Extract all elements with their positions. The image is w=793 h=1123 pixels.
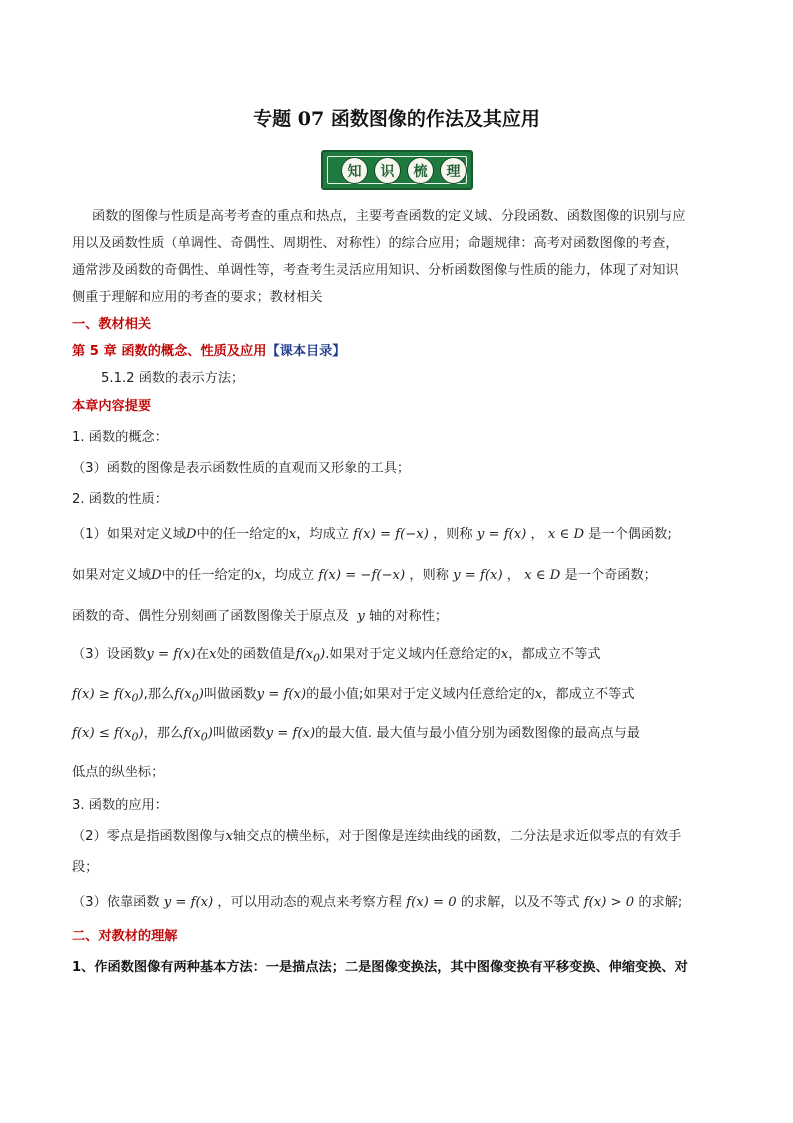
text-run: （3）依靠函数 [72, 895, 160, 910]
even-def-line [72, 526, 722, 544]
text-run: ，都成立不等式 [508, 647, 601, 662]
text-run: .如果对于定义域内任意给定的 [325, 647, 501, 662]
text-run: 处的函数值是 [216, 647, 296, 662]
section-heading-1: 一、教材相关 [72, 317, 152, 332]
text-run: 的最大值. 最大值与最小值分别为函数图像的最高点与最 [315, 726, 640, 741]
text-run: ，则称 [409, 568, 449, 583]
text-run: （3）设函数 [72, 647, 147, 662]
text-run: ,那么 [143, 687, 175, 702]
text-run: 是一个偶函数; [588, 527, 672, 542]
math-gt-zero: f(x) > 0 [579, 895, 639, 910]
badge-char: 梳 [407, 157, 434, 184]
text-run: ，都成立不等式 [542, 687, 635, 702]
math-y-fx: y = f(x) [159, 895, 218, 910]
text-run: ，均成立 [296, 527, 349, 542]
odd-def-line [72, 567, 722, 585]
text-line: 低点的纵坐标； [72, 765, 165, 780]
text-run: 如果对定义域 [72, 568, 152, 583]
text-line: 1. 函数的概念： [72, 430, 168, 445]
badge-label [341, 157, 467, 184]
bold-line: 1、作函数图像有两种基本方法：一是描点法；二是图像变换法，其中图像变换有平移变换、伸缩变换、对 [72, 960, 688, 975]
math-f-x0: $f(x_0)$ [174, 687, 204, 705]
intro-line: 侧重于理解和应用的考查的要求；教材相关 [72, 290, 323, 305]
math-x: x [254, 568, 262, 583]
math-y: y [348, 609, 369, 624]
math-f-x0: $f(x_0)$ [183, 726, 213, 744]
zero-line-1 [72, 828, 722, 846]
text-run: 轴交点的横坐标，对于图像是连续曲线的函数，二分法是求近似零点的有效手 [232, 829, 682, 844]
chapter-tag: 【课本目录】 [266, 344, 346, 359]
text-line: 3. 函数的应用： [72, 798, 168, 813]
text-run: ，可以用动态的观点来考察方程 [217, 895, 403, 910]
math-odd-eq: f(x) = −f(−x) [314, 568, 410, 583]
minmax-line-1 [72, 646, 722, 668]
zero-line-2: 段； [72, 860, 99, 875]
text-run: 的求解，以及不等式 [460, 895, 580, 910]
math-y-fx: y = f(x) [448, 568, 507, 583]
text-run: ，均成立 [261, 568, 315, 583]
math-x-in-d: x ∈ D [519, 568, 565, 583]
toc-item: 5.1.2 函数的表示方法； [101, 371, 245, 386]
text-run: 函数的奇、偶性分别刻画了函数图像关于原点及 [72, 609, 349, 624]
math-y-fx: y = f(x) [146, 647, 196, 662]
text-run: 叫做函数 [203, 687, 257, 702]
badge-char: 理 [440, 157, 467, 184]
math-domain: D [185, 527, 197, 542]
text-run: 中的任一给定的 [161, 568, 255, 583]
text-run: （2）零点是指函数图像与 [72, 829, 226, 844]
page-title: 专题 07 函数图像的作法及其应用 [253, 108, 540, 130]
badge-char: 识 [374, 157, 401, 184]
math-y-fx: y = f(x) [256, 687, 307, 702]
chapter-title: 第 5 章 函数的概念、性质及应用 [72, 344, 267, 359]
math-min-ineq: $f(x) \ge f(x_0)$ [72, 687, 144, 705]
text-run: 的求解; [638, 895, 683, 910]
section-heading-2: 二、对教材的理解 [72, 929, 178, 944]
math-eq-zero: f(x) = 0 [402, 895, 461, 910]
intro-line: 通常涉及函数的奇偶性、单调性等，考查考生灵活应用知识、分析函数图像与性质的能力，体现了对知识 [72, 263, 679, 278]
minmax-line-3 [72, 725, 722, 747]
math-f-x0: $f(x_0)$ [295, 647, 326, 665]
badge-char: 知 [341, 157, 368, 184]
text-run: ， [506, 568, 520, 583]
math-domain: D [151, 568, 162, 583]
minmax-line-2 [72, 686, 722, 708]
intro-line: 用以及函数性质（单调性、奇偶性、周期性、对称性）的综合应用；命题规律：高考对函数图像的考查， [72, 236, 679, 251]
text-run: （1）如果对定义域 [72, 527, 186, 542]
math-x0: x [209, 647, 217, 662]
dynamic-line [72, 894, 722, 912]
intro-line: 函数的图像与性质是高考考查的重点和热点，主要考查函数的定义域、分段函数、函数图像的识别与应 [92, 209, 686, 224]
text-run: ，那么 [143, 726, 184, 741]
knowledge-badge [321, 150, 473, 190]
summary-heading: 本章内容提要 [72, 399, 152, 414]
symmetry-line [72, 608, 722, 626]
text-run: 轴的对称性； [368, 609, 449, 624]
math-x: x [225, 829, 233, 844]
math-x-in-d: x ∈ D [543, 527, 589, 542]
math-max-ineq: $f(x) \le f(x_0)$ [72, 726, 144, 744]
math-y-fx: y = f(x) [472, 527, 531, 542]
math-y-fx: y = f(x) [265, 726, 316, 741]
text-run: 是一个奇函数； [564, 568, 657, 583]
text-line: （3）函数的图像是表示函数性质的直观而又形象的工具； [72, 461, 411, 476]
text-run: 叫做函数 [212, 726, 266, 741]
math-even-eq: f(x) = f(−x) [348, 527, 434, 542]
text-line: 2. 函数的性质： [72, 492, 168, 507]
math-x: x [500, 647, 509, 662]
text-run: 中的任一给定的 [196, 527, 289, 542]
math-x: x [534, 687, 543, 702]
chapter-line [72, 343, 722, 361]
math-x: x [288, 527, 297, 542]
text-run: ， [530, 527, 544, 542]
text-run: 在 [195, 647, 210, 662]
text-run: ，则称 [433, 527, 473, 542]
text-run: 的最小值;如果对于定义域内任意给定的 [306, 687, 535, 702]
